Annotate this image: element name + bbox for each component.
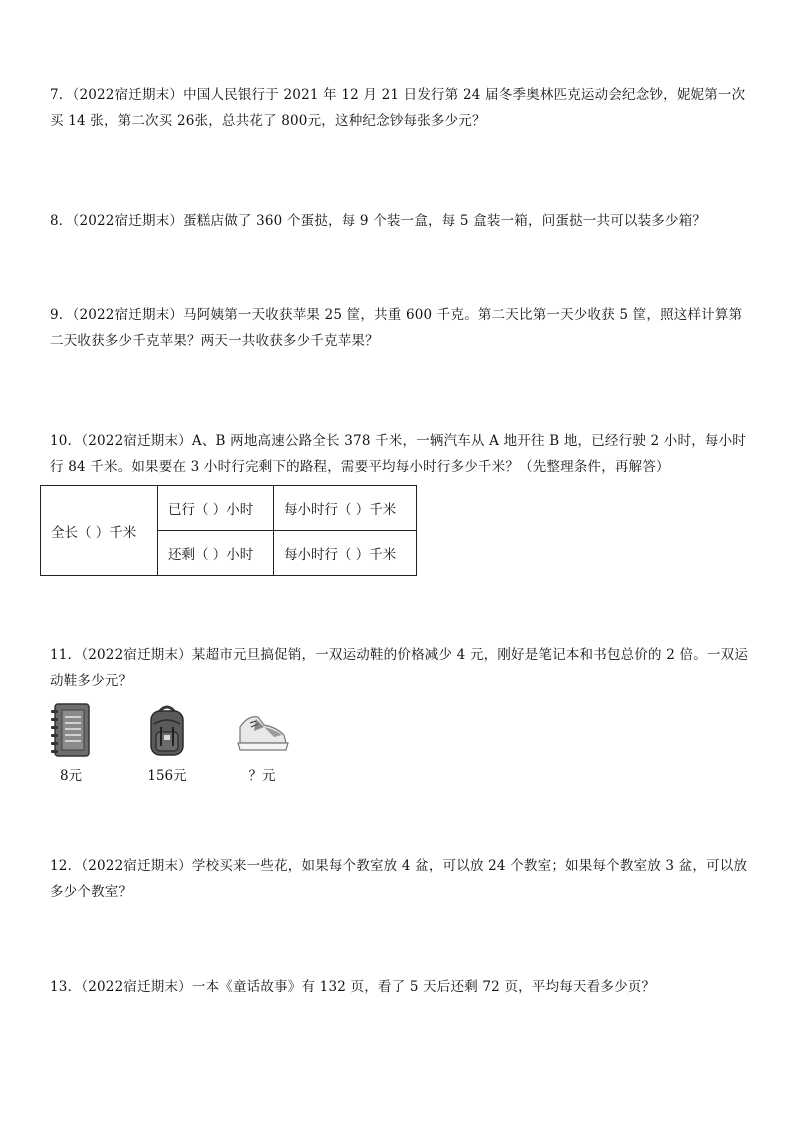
- notebook-icon: [49, 702, 93, 758]
- backpack-item: [132, 702, 202, 784]
- notebook-price: 8元: [59, 768, 83, 784]
- question-9: 9．（2022宿迁期末）马阿姨第一天收获苹果 25 筐，共重 600 千克。第二天比第一天少收获 5 筐，照这样计算第二天收获多少千克苹果？两天一共收获多少千克苹果？: [50, 307, 743, 349]
- remaining-speed-cell: 每小时行（ ）千米: [274, 531, 417, 576]
- question-10: 10．（2022宿迁期末）A、B 两地高速公路全长 378 千米，一辆汽车从 A 地开往 B 地，已经行驶 2 小时，每小时行 84 千米。如果要在 3 小时行完剩下的路程，需要平均每小时行多少千米？（先整理条件，再解答）: [50, 433, 747, 475]
- condition-table: [40, 485, 417, 576]
- remaining-hours-cell: 还剩（ ）小时: [158, 531, 274, 576]
- traveled-hours-cell: 已行（ ）小时: [158, 486, 274, 531]
- traveled-speed-cell: 每小时行（ ）千米: [274, 486, 417, 531]
- sneaker-icon: [234, 705, 290, 755]
- question-12: 12．（2022宿迁期末）学校买来一些花，如果每个教室放 4 盆，可以放 24 个教室；如果每个教室放 3 盆，可以放多少个教室？: [50, 858, 748, 900]
- question-8: 8．（2022宿迁期末）蛋糕店做了 360 个蛋挞，每 9 个装一盒，每 5 盒装一箱，问蛋挞一共可以装多少箱？: [50, 213, 707, 229]
- total-distance-cell: 全长（ ）千米: [41, 486, 158, 576]
- notebook-item: [36, 702, 106, 784]
- question-13: 13．（2022宿迁期末）一本《童话故事》有 132 页，看了 5 天后还剩 72 页，平均每天看多少页？: [50, 979, 656, 995]
- question-11: 11．（2022宿迁期末）某超市元旦搞促销，一双运动鞋的价格减少 4 元，刚好是笔记本和书包总价的 2 倍。一双运动鞋多少元？: [50, 647, 749, 689]
- sneaker-price: ？元: [248, 768, 276, 784]
- sneaker-item: [227, 702, 297, 784]
- question-7: 7．（2022宿迁期末）中国人民银行于 2021 年 12 月 21 日发行第 24 届冬季奥林匹克运动会纪念钞，妮妮第一次买 14 张，第二次买 26张，总共花了 800元，这种纪念钞每张多少元？: [50, 87, 746, 129]
- backpack-icon: [144, 702, 190, 758]
- backpack-price: 156元: [147, 768, 187, 784]
